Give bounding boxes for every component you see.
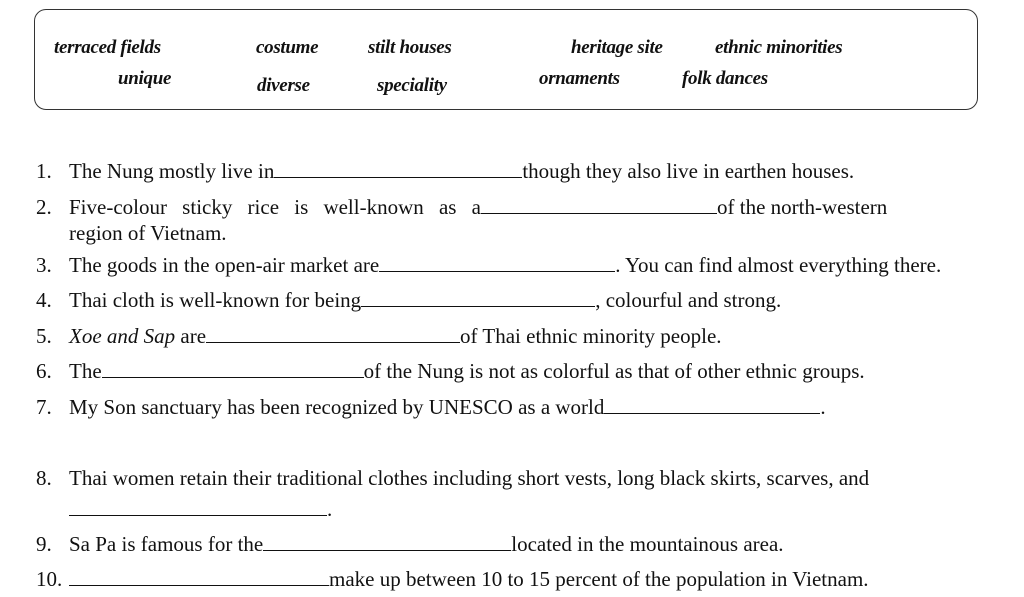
question-text: Sa Pa is famous for the bbox=[69, 532, 264, 556]
question-text: Five-colour sticky rice is well-known as a bbox=[69, 195, 481, 219]
question-text: The goods in the open-air market are bbox=[69, 253, 380, 277]
question-number: 6. bbox=[36, 359, 52, 383]
word-bank-item: stilt houses bbox=[368, 37, 452, 58]
question-text: . bbox=[327, 497, 333, 521]
question-number: 8. bbox=[36, 466, 52, 490]
question-text: make up between 10 to 15 percent of the population in Vietnam. bbox=[329, 567, 869, 591]
word-bank-item: speciality bbox=[377, 75, 447, 96]
question-number: 7. bbox=[36, 395, 52, 419]
word-bank-box bbox=[34, 9, 978, 110]
question-text-italic: Xoe and Sap bbox=[69, 324, 176, 348]
word-bank-item: ethnic minorities bbox=[715, 37, 843, 58]
question-text: of the north-western bbox=[717, 195, 888, 219]
word-bank-item: ornaments bbox=[539, 68, 620, 89]
answer-blank[interactable] bbox=[206, 325, 460, 343]
word-bank-item: folk dances bbox=[682, 68, 768, 89]
answer-blank[interactable] bbox=[263, 533, 511, 551]
question-text: The bbox=[69, 359, 102, 383]
word-bank-item: unique bbox=[118, 68, 172, 89]
word-bank-item: diverse bbox=[257, 75, 310, 96]
question-text: though they also live in earthen houses. bbox=[522, 159, 855, 183]
answer-blank[interactable] bbox=[69, 498, 327, 516]
question-text: located in the mountainous area. bbox=[511, 532, 784, 556]
answer-blank[interactable] bbox=[604, 396, 820, 414]
answer-blank[interactable] bbox=[69, 568, 329, 586]
question-number: 5. bbox=[36, 324, 52, 348]
question-text: region of Vietnam. bbox=[69, 221, 227, 245]
word-bank-item: heritage site bbox=[571, 37, 663, 58]
question-text: of the Nung is not as colorful as that of other ethnic groups. bbox=[363, 359, 865, 383]
question-number: 4. bbox=[36, 288, 52, 312]
answer-blank[interactable] bbox=[379, 254, 615, 272]
question-number: 9. bbox=[36, 532, 52, 556]
question-number: 3. bbox=[36, 253, 52, 277]
answer-blank[interactable] bbox=[361, 289, 595, 307]
question-number: 2. bbox=[36, 195, 52, 219]
word-bank-item: costume bbox=[256, 37, 319, 58]
question-text: My Son sanctuary has been recognized by UNESCO as a world bbox=[69, 395, 605, 419]
question-text: . bbox=[820, 395, 826, 419]
question-text: of Thai ethnic minority people. bbox=[460, 324, 722, 348]
question-text: Thai women retain their traditional clothes including short vests, long black skirts, scarves, and bbox=[69, 466, 870, 490]
answer-blank[interactable] bbox=[481, 196, 717, 214]
question-number: 10. bbox=[36, 567, 63, 591]
question-text: . You can find almost everything there. bbox=[615, 253, 942, 277]
question-text: , colourful and strong. bbox=[595, 288, 782, 312]
answer-blank[interactable] bbox=[274, 160, 522, 178]
question-number: 1. bbox=[36, 159, 52, 183]
word-bank-item: terraced fields bbox=[54, 37, 161, 58]
question-text: are bbox=[175, 324, 207, 348]
question-text: The Nung mostly live in bbox=[69, 159, 275, 183]
question-text: Thai cloth is well-known for being bbox=[69, 288, 362, 312]
answer-blank[interactable] bbox=[102, 360, 364, 378]
